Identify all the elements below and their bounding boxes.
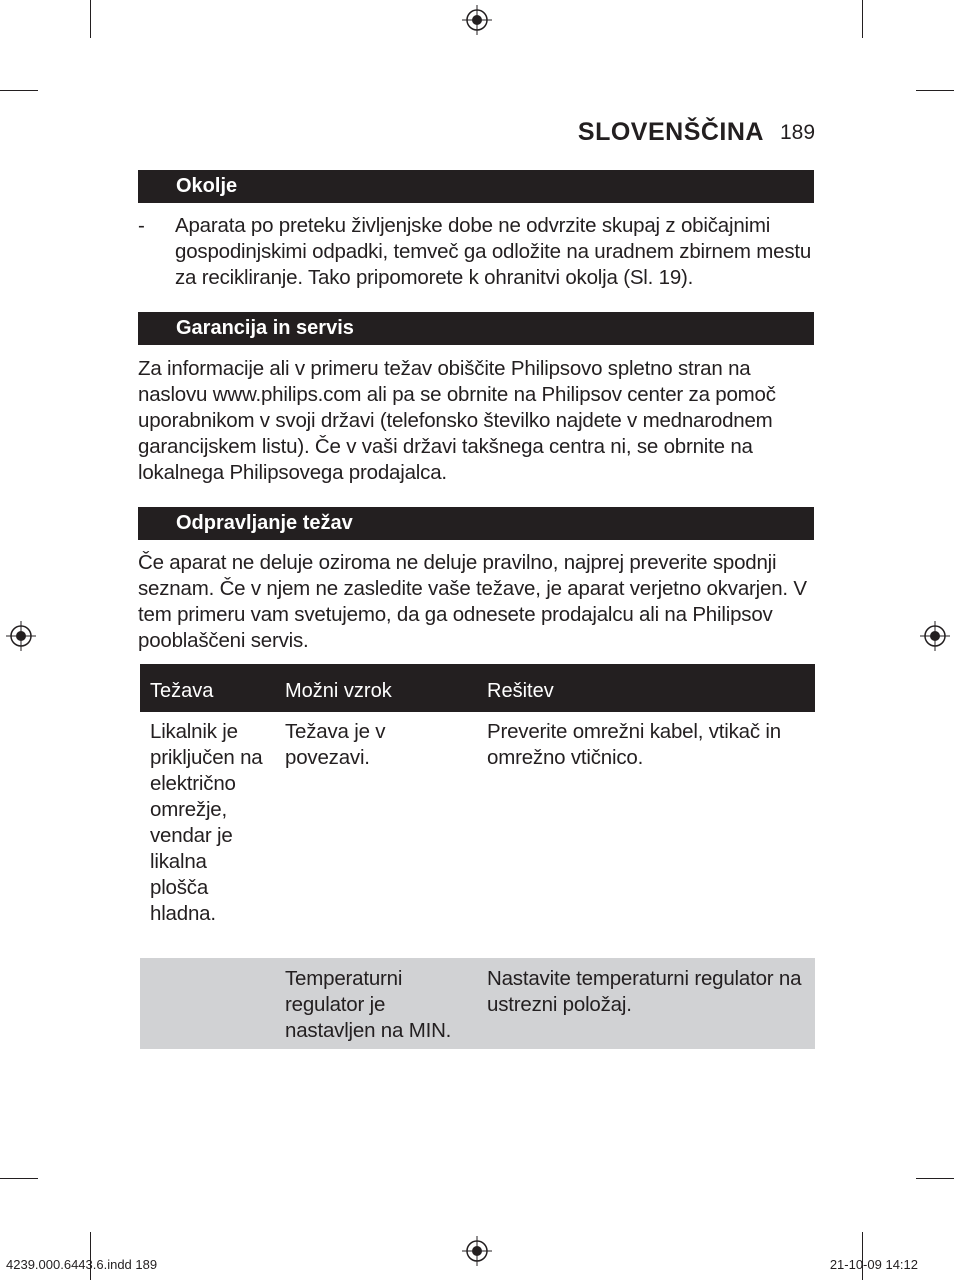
- footer-datetime: 21-10-09 14:12: [829, 1257, 918, 1272]
- registration-mark-icon: [462, 1236, 492, 1266]
- crop-mark: [0, 1178, 38, 1179]
- footer-file-name: 4239.000.6443.6.indd 189: [6, 1257, 158, 1272]
- table-header-row: [140, 664, 815, 712]
- section-heading-guarantee: Garancija in servis: [138, 312, 814, 345]
- crop-mark: [0, 90, 38, 91]
- registration-mark-icon: [6, 621, 36, 651]
- bullet-dash: -: [138, 214, 145, 237]
- table-header-cause: Možni vzrok: [285, 680, 392, 702]
- table-cell-cause: Temperaturni regulator je nastavljen na MIN.: [285, 967, 452, 1042]
- table-row: [140, 958, 815, 1049]
- page-language-title: SLOVENŠČINA: [577, 118, 764, 146]
- table-cell-cause: Težava je v povezavi.: [285, 720, 386, 769]
- crop-mark: [90, 1232, 91, 1280]
- philips-website-link[interactable]: www.philips.com: [212, 383, 362, 406]
- guarantee-paragraph: [138, 356, 814, 486]
- crop-mark: [916, 90, 954, 91]
- guarantee-text-before: Za informacije ali v primeru težav obiščite Philipsovo spletno stran na naslovu: [138, 357, 751, 406]
- crop-mark: [862, 0, 863, 38]
- table-cell-problem: Likalnik je priključen na električno omrežje, vendar je likalna plošča hladna.: [150, 720, 263, 925]
- section-heading-environment: Okolje: [138, 170, 814, 203]
- troubleshooting-table: [140, 664, 815, 1049]
- table-header-problem: Težava: [150, 680, 214, 702]
- registration-mark-icon: [462, 5, 492, 35]
- guarantee-text-after: ali pa se obrnite na Philipsov center za pomoč uporabnikom v svoji državi (telefonsko številko najdete v mednarodnem garancijskem listu). Če v vaši državi takšnega centra ni, se obrnite na lokalnega Philipsovega prodajalca.: [138, 383, 776, 484]
- crop-mark: [916, 1178, 954, 1179]
- environment-text: Aparata po preteku življenjske dobe ne odvrzite skupaj z običajnimi gospodinjskimi odpadki, temveč ga odložite na uradnem zbirnem mestu za recikliranje. Tako pripomorete k ohranitvi okolja (Sl. 19).: [175, 214, 812, 289]
- table-cell-solution: Preverite omrežni kabel, vtikač in omrežno vtičnico.: [487, 720, 781, 769]
- page-number: 189: [780, 121, 816, 144]
- crop-mark: [862, 1232, 863, 1280]
- section-heading-troubleshooting: Odpravljanje težav: [138, 507, 814, 540]
- crop-mark: [90, 0, 91, 38]
- troubleshooting-paragraph: Če aparat ne deluje oziroma ne deluje pravilno, najprej preverite spodnji seznam. Če v njem ne zasledite vaše težave, je aparat verjetno okvarjen. V tem primeru vam svetujemo, da ga odnesete prodajalcu ali na Philipsov pooblaščeni servis.: [138, 551, 807, 652]
- table-row: [140, 712, 815, 958]
- table-header-solution: Rešitev: [487, 680, 554, 702]
- registration-mark-icon: [920, 621, 950, 651]
- table-cell-solution: Nastavite temperaturni regulator na ustrezni položaj.: [487, 967, 802, 1016]
